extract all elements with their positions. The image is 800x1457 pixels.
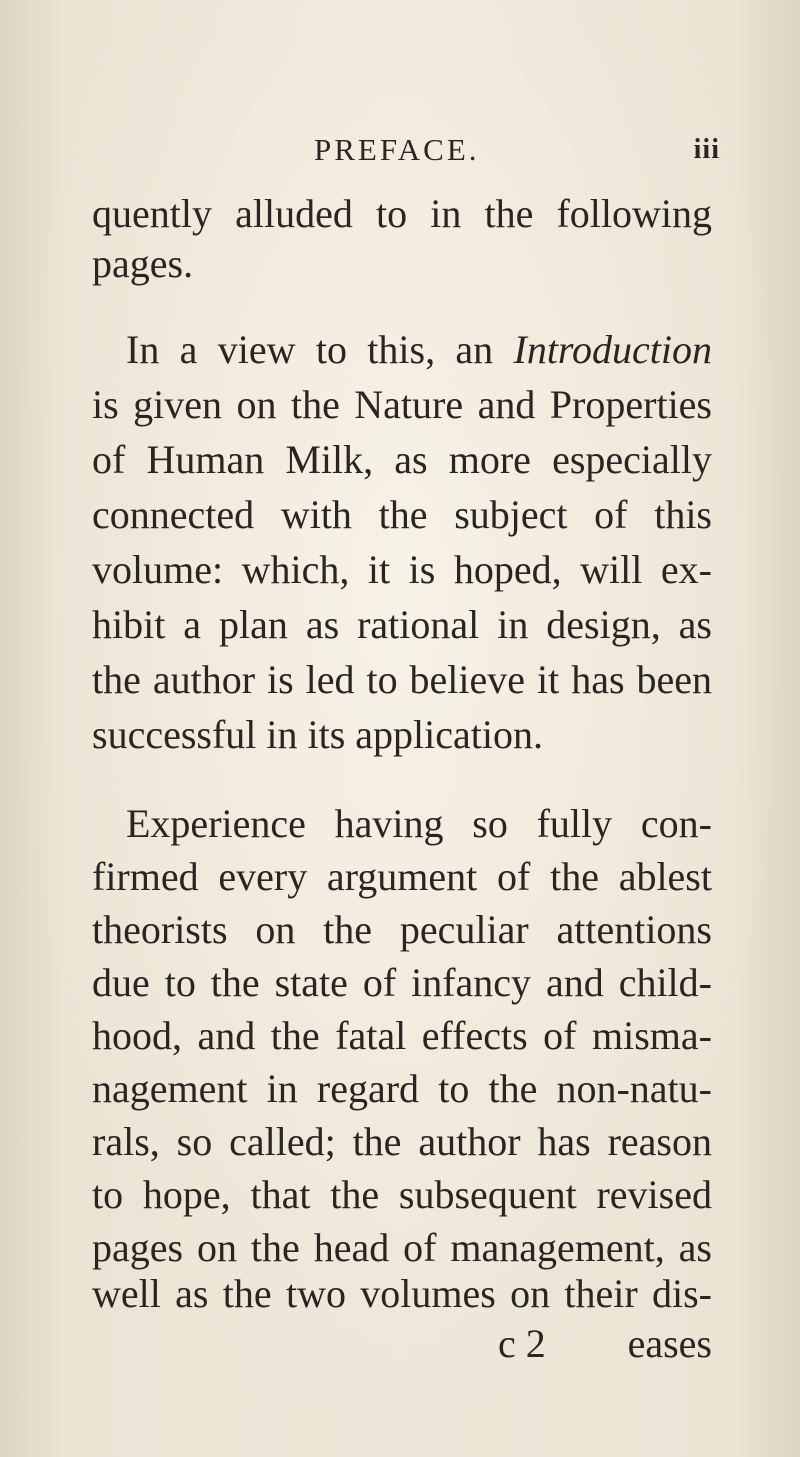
text-line: theorists on the peculiar attentions [92,907,712,952]
text-line: the author is led to believe it has been [92,657,712,702]
text-line: firmed every argument of the ablest [92,854,712,899]
italic-word: Introduction [513,327,712,372]
text-line: nagement in regard to the non-natu- [92,1066,712,1111]
text-line: pages on the head of management, as [92,1225,712,1270]
text-line: hood, and the fatal effects of misma- [92,1013,712,1058]
text-line: volume: which, it is hoped, will ex- [92,547,712,592]
text-line: successful in its application. [92,712,544,757]
catchword: eases [627,1321,712,1366]
page-header [300,132,720,172]
text-line: to hope, that the subsequent revised [92,1172,712,1217]
text-line: is given on the Nature and Properties [92,382,712,427]
text-line: rals, so called; the author has reason [92,1119,712,1164]
text-line: In a view to this, an Introduction [126,327,712,372]
text-line: connected with the subject of this [92,492,712,537]
text-line: Experience having so fully con- [126,801,712,846]
running-head: PREFACE. [314,132,480,167]
text-line: of Human Milk, as more especially [92,437,712,482]
text-line: well as the two volumes on their dis- [92,1271,712,1316]
text-line: due to the state of infancy and child- [92,960,712,1005]
text-line: pages. [92,241,194,286]
text-line-intro [126,326,712,374]
page-number: iii [693,134,720,165]
text-line: hibit a plan as rational in design, as [92,602,712,647]
page-footer [92,1320,712,1368]
text-line: quently alluded to in the following [92,191,712,236]
signature-mark: c 2 [498,1321,546,1366]
